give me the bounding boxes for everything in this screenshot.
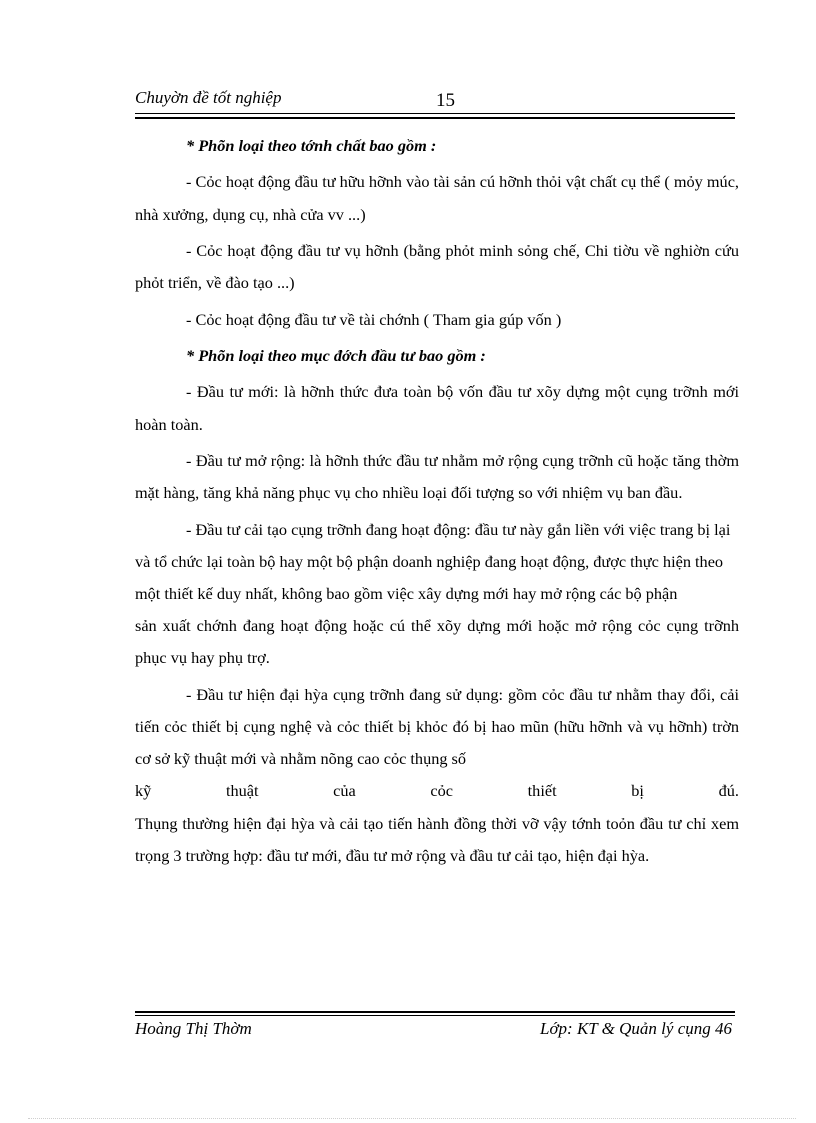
paragraph-modernization: - Đầu tư hiện đại hỳa cụng trỡnh đang sử dụng: gồm cỏc đầu tư nhằm thay đổi, cải tiến cỏc thiết bị cụng nghệ và cỏc thiết bị khỏc đó bị hao mũn (hữu hỡnh và vụ hỡnh) trờn cơ sở kỹ thuật mới và nhằm nõng cao cỏc thụng số — [135, 684, 739, 769]
document-body — [135, 130, 739, 876]
paragraph-renovation-cont: sản xuất chớnh đang hoạt động hoặc cú thể xõy dựng mới hoặc mở rộng cỏc cụng trỡnh phục vụ hay phụ trợ. — [135, 616, 739, 668]
paragraph-financial: - Cỏc hoạt động đầu tư về tài chớnh ( Tham gia gúp vốn ) — [186, 309, 562, 329]
footer-author: Hoàng Thị Thờm — [135, 1019, 252, 1038]
section-heading-nature: * Phõn loại theo tớnh chất bao gồm : — [186, 136, 437, 155]
section-heading-purpose: * Phõn loại theo mục đớch đầu tư bao gồm : — [186, 345, 486, 365]
header-rule-bottom — [135, 117, 735, 119]
paragraph-new-investment: - Đầu tư mới: là hỡnh thức đưa toàn bộ vốn đầu tư xõy dựng một cụng trỡnh mới hoàn toàn. — [135, 382, 739, 434]
word: thiết — [527, 781, 557, 801]
footer-rule-top — [135, 1011, 735, 1013]
paragraph-conclusion: Thụng thường hiện đại hỳa và cải tạo tiến hành đồng thời vỡ vậy tớnh toỏn đầu tư chỉ xem trọng 3 trường hợp: đầu tư mới, đầu tư mở rộng và đầu tư cải tạo, hiện đại hỳa. — [135, 813, 739, 865]
paragraph-intangible: - Cỏc hoạt động đầu tư vụ hỡnh (bằng phỏt minh sỏng chế, Chi tiờu về nghiờn cứu phỏt triển, về đào tạo ...) — [135, 240, 739, 293]
word: kỹ — [135, 781, 152, 801]
word: cỏc — [430, 781, 453, 801]
paragraph-tangible: - Cỏc hoạt động đầu tư hữu hỡnh vào tài sản cú hỡnh thỏi vật chất cụ thể ( mỏy múc, nhà xưởng, dụng cụ, nhà cửa vv ...) — [135, 172, 739, 224]
word: của — [333, 781, 356, 801]
page-number: 15 — [436, 90, 455, 111]
word: bị — [631, 781, 644, 801]
paragraph-expansion: - Đầu tư mở rộng: là hỡnh thức đầu tư nhằm mở rộng cụng trỡnh cũ hoặc tăng thờm mặt hàng, tăng khả năng phục vụ cho nhiều loại đối tượng so với nhiệm vụ ban đầu. — [135, 450, 739, 503]
header-title: Chuyờn đề tốt nghiệp — [135, 88, 282, 107]
page-edge-divider — [28, 1118, 796, 1119]
paragraph-renovation: - Đầu tư cải tạo cụng trỡnh đang hoạt động: đầu tư này gắn liền với việc trang bị lại và tổ chức lại toàn bộ hay một bộ phận doanh nghiệp đang hoạt động, được thực hiện theo một thiết kế duy nhất, không bao gồm việc xây dựng mới hay mở rộng các bộ phận — [135, 519, 731, 603]
paragraph-modernization-last-line — [135, 775, 739, 807]
word: thuật — [225, 781, 259, 801]
footer-rule-bottom — [135, 1015, 735, 1016]
word: đú. — [718, 781, 739, 801]
header-rule-top — [135, 113, 735, 114]
footer-class: Lớp: KT & Quản lý cụng 46 — [540, 1019, 732, 1038]
